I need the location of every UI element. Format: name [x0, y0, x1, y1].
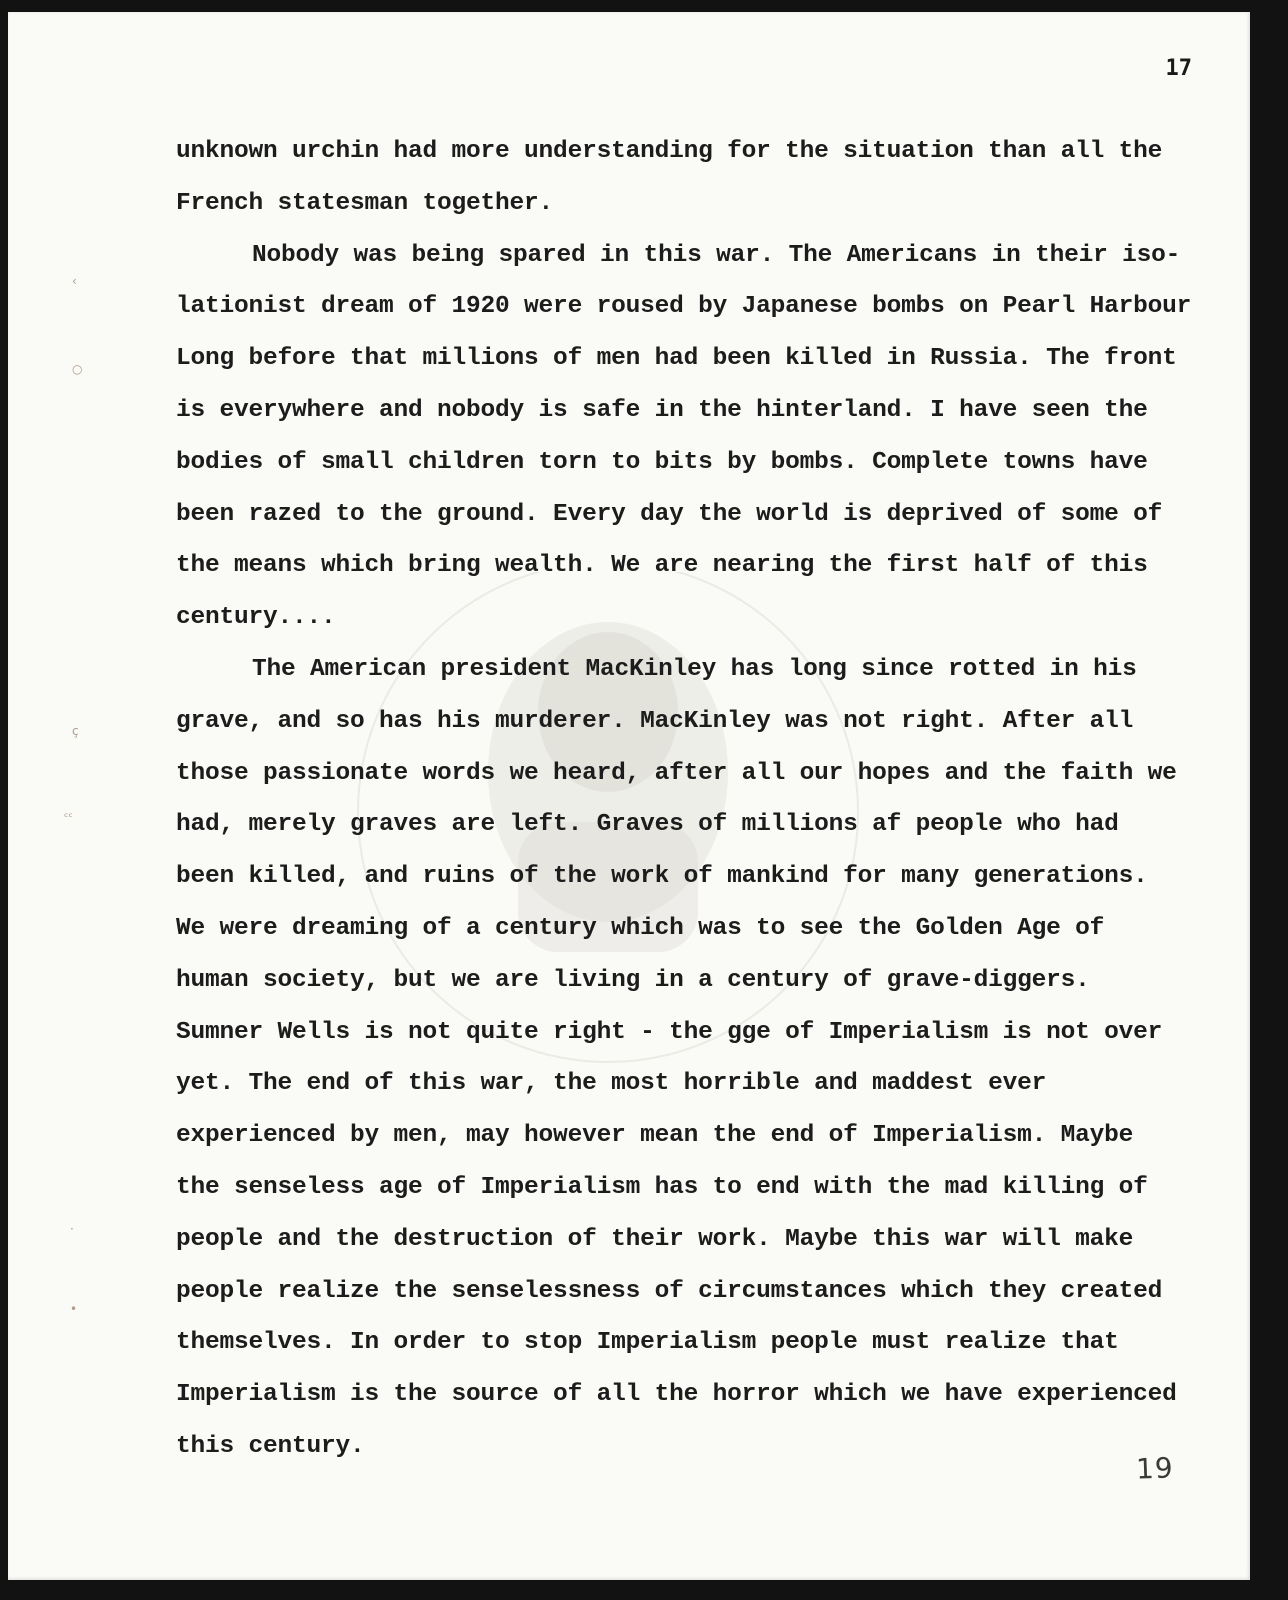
text-line: people and the destruction of their work. Maybe this war will make: [176, 1225, 1134, 1253]
text-line: had, merely graves are left. Graves of millions af people who had: [176, 811, 1119, 839]
typewritten-body: [176, 126, 1250, 1473]
text-line: Long before that millions of men had been killed in Russia. The front: [176, 345, 1177, 373]
text-line: been razed to the ground. Every day the world is deprived of some of: [176, 500, 1163, 528]
text-line: Nobody was being spared in this war. The Americans in their iso-: [252, 241, 1181, 269]
text-line: this century.: [176, 1432, 365, 1460]
text-line: bodies of small children torn to bits by bombs. Complete towns have: [176, 448, 1148, 476]
text-line: human society, but we are living in a century of grave-diggers.: [176, 966, 1090, 994]
text-line: Sumner Wells is not quite right - the gge of Imperialism is not over: [176, 1018, 1163, 1046]
text-line: the means which bring wealth. We are nearing the first half of this: [176, 552, 1148, 580]
text-line: unknown urchin had more understanding for the situation than all the: [176, 138, 1163, 165]
text-line: experienced by men, may however mean the end of Imperialism. Maybe: [176, 1122, 1134, 1150]
text-line: French statesman together.: [176, 189, 554, 217]
text-line: themselves. In order to stop Imperialism people must realize that: [176, 1329, 1119, 1357]
text-line: is everywhere and nobody is safe in the hinterland. I have seen the: [176, 396, 1148, 424]
text-line: been killed, and ruins of the work of mankind for many generations.: [176, 863, 1148, 891]
text-line: grave, and so has his murderer. MacKinley was not right. After all: [176, 707, 1134, 735]
document-page: ‹ ○ ç ᶜᶜ · • 17 unknown urchin had more understanding for the situation than all the French statesman together. Nobody was being spared in this war. The Americans in their iso- lationist dream of 1920 were roused by Japanese bombs on Pearl Harbour Long before that millions of men had been killed in Russia. The front is everywhere and nobody is safe in the hinterland. I have seen the bodies of small children torn to bits by bombs. Complete towns have been razed to the ground. Every day the world is deprived of some of the means which bring wealth. We are nearing the first half of this century.... The American president MacKinley has long since rotted in his grave, and so has his murderer. MacKinley was not right. After all those passionate words we heard, after all our hopes and the faith we had, merely graves are left. Graves of millions af people who had been killed, and ruins of the work of mankind for many generations. We were dreaming of a century which was to see the Golden Age of human society, but we are living in a century of grave-diggers. Sumner Wells is not quite right - the gge of Imperialism is not over yet. The end of this war, the most horrible and maddest ever experienced by men, may however mean the end of Imperialism. Maybe the senseless age of Imperialism has to end with the mad killing of people and the destruction of their work. Maybe this war will make people realize the senselessness of circumstances which they created themselves. In order to stop Imperialism people must realize that Imperialism is the source of all the horror which we have experienced this century. 19: [8, 12, 1250, 1580]
text-line: the senseless age of Imperialism has to end with the mad killing of: [176, 1173, 1148, 1201]
text-line: yet. The end of this war, the most horrible and maddest ever: [176, 1070, 1047, 1098]
text-line: We were dreaming of a century which was to see the Golden Age of: [176, 914, 1105, 942]
text-line: The American president MacKinley has long since rotted in his: [252, 655, 1137, 683]
handwritten-archive-number: 19: [1135, 1451, 1175, 1486]
text-line: people realize the senselessness of circumstances which they created: [176, 1277, 1163, 1305]
page-number: 17: [1165, 56, 1192, 81]
text-line: those passionate words we heard, after all our hopes and the faith we: [176, 759, 1177, 787]
text-line: century....: [176, 604, 336, 632]
text-line: lationist dream of 1920 were roused by Japanese bombs on Pearl Harbour: [176, 293, 1192, 321]
text-line: Imperialism is the source of all the horror which we have experienced: [176, 1381, 1177, 1409]
